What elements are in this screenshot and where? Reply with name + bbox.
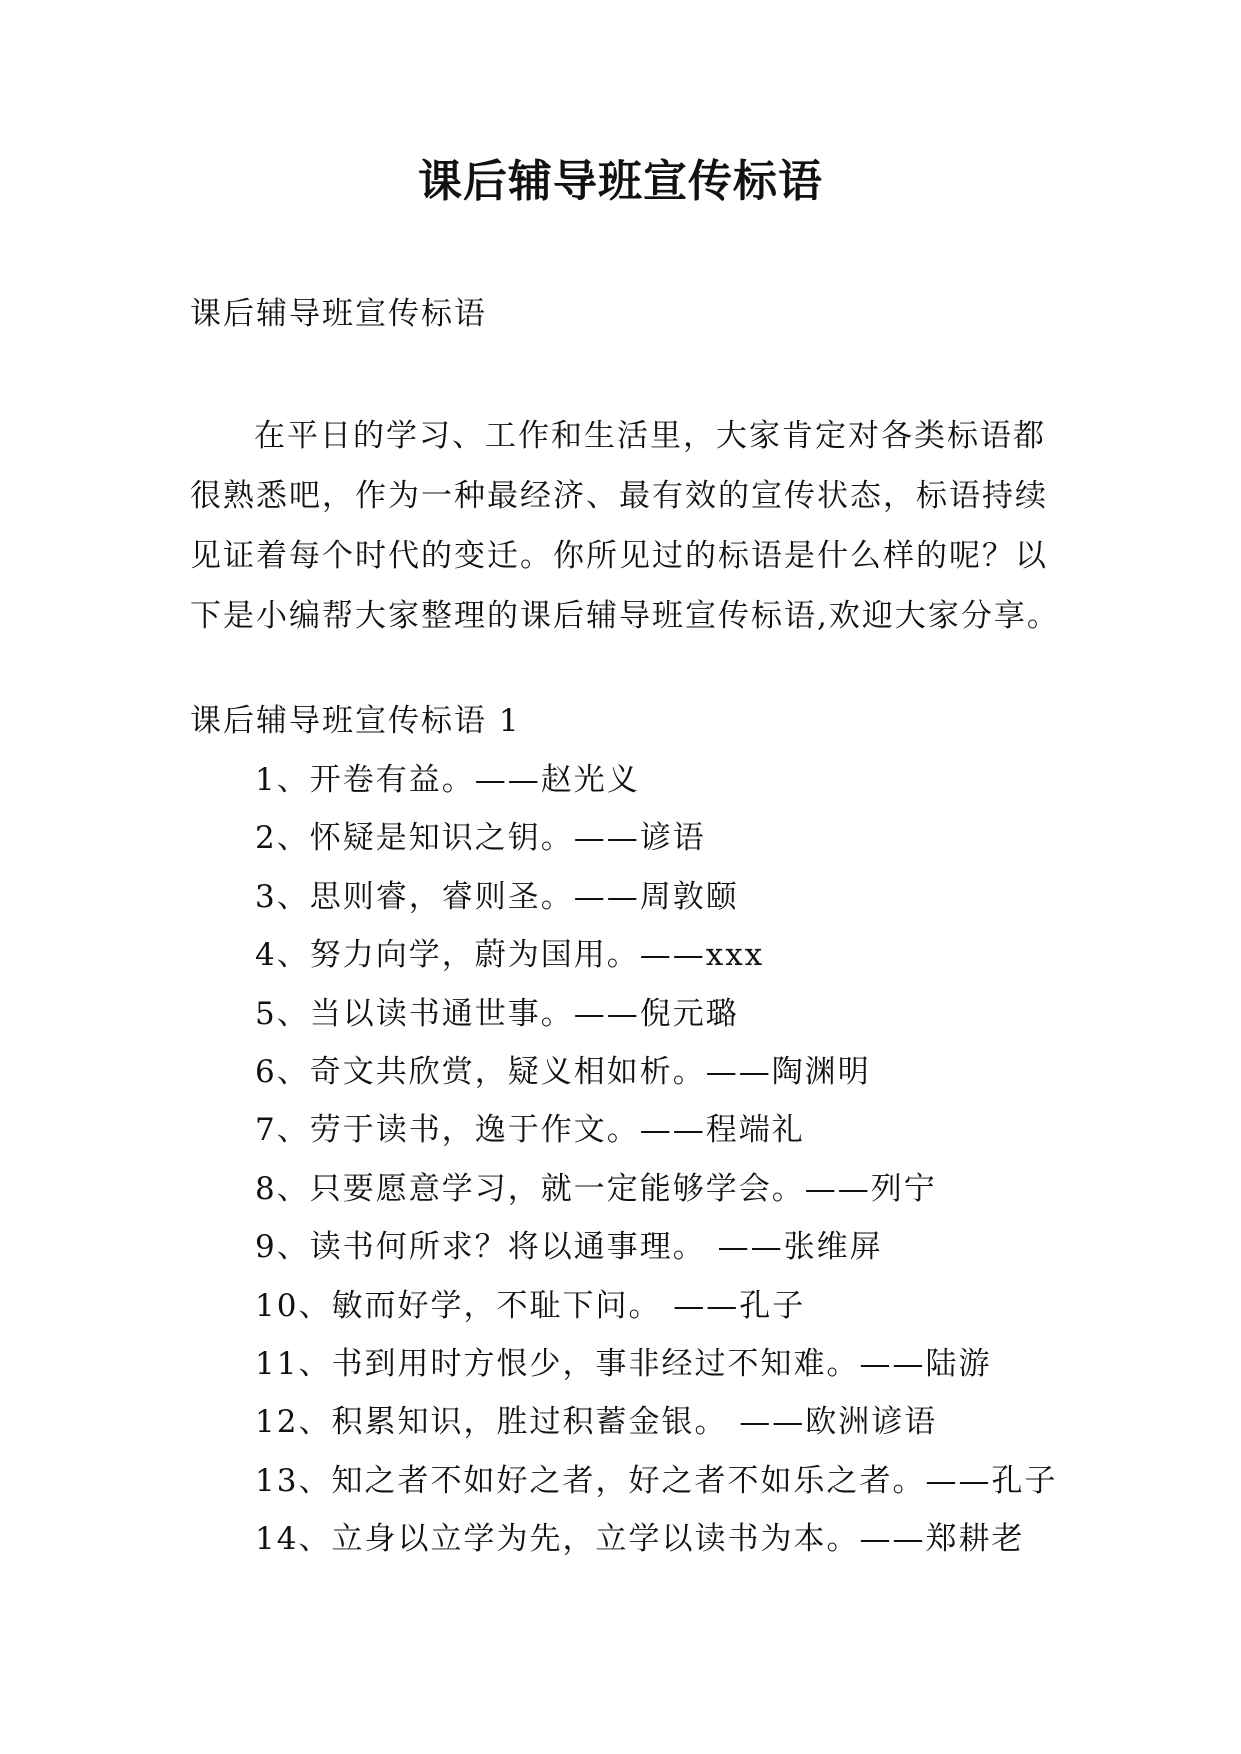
quote-item: 8、只要愿意学习，就一定能够学会。——列宁 <box>255 1170 937 1207</box>
intro-paragraph <box>190 406 1066 646</box>
intro-line: 很熟悉吧，作为一种最经济、最有效的宣传状态，标语持续 <box>190 478 1048 514</box>
section-heading: 课后辅导班宣传标语 1 <box>190 703 521 739</box>
intro-line: 见证着每个时代的变迁。你所见过的标语是什么样的呢？以 <box>190 538 1048 574</box>
quote-item: 3、思则睿，睿则圣。——周敦颐 <box>255 878 739 915</box>
quote-item: 1、开卷有益。——赵光义 <box>255 762 640 798</box>
quote-item: 10、敏而好学，不耻下问。 ——孔子 <box>255 1287 806 1324</box>
intro-line: 在平日的学习、工作和生活里，大家肯定对各类标语都 <box>254 418 1046 454</box>
document-title: 课后辅导班宣传标语 <box>418 156 823 207</box>
quote-list <box>255 758 1057 1575</box>
intro-line: 下是小编帮大家整理的课后辅导班宣传标语,欢迎大家分享。 <box>190 598 1060 634</box>
quote-item: 14、立身以立学为先，立学以读书为本。——郑耕老 <box>255 1521 1025 1558</box>
quote-item: 9、读书何所求？将以通事理。 ——张维屏 <box>255 1229 883 1266</box>
quote-item: 6、奇文共欣赏，疑义相如析。——陶渊明 <box>255 1053 871 1090</box>
quote-item: 12、积累知识，胜过积蓄金银。 ——欧洲谚语 <box>255 1404 938 1441</box>
quote-item: 5、当以读书通世事。——倪元璐 <box>255 995 739 1032</box>
quote-item: 2、怀疑是知识之钥。——谚语 <box>255 820 706 857</box>
quote-item: 13、知之者不如好之者，好之者不如乐之者。——孔子 <box>255 1462 1058 1499</box>
quote-item: 7、劳于读书，逸于作文。——程端礼 <box>255 1112 805 1149</box>
quote-item: 4、努力向学，蔚为国用。——xxx <box>255 937 765 974</box>
quote-item: 11、书到用时方恨少，事非经过不知难。——陆游 <box>255 1345 992 1382</box>
document-subtitle: 课后辅导班宣传标语 <box>190 296 487 332</box>
